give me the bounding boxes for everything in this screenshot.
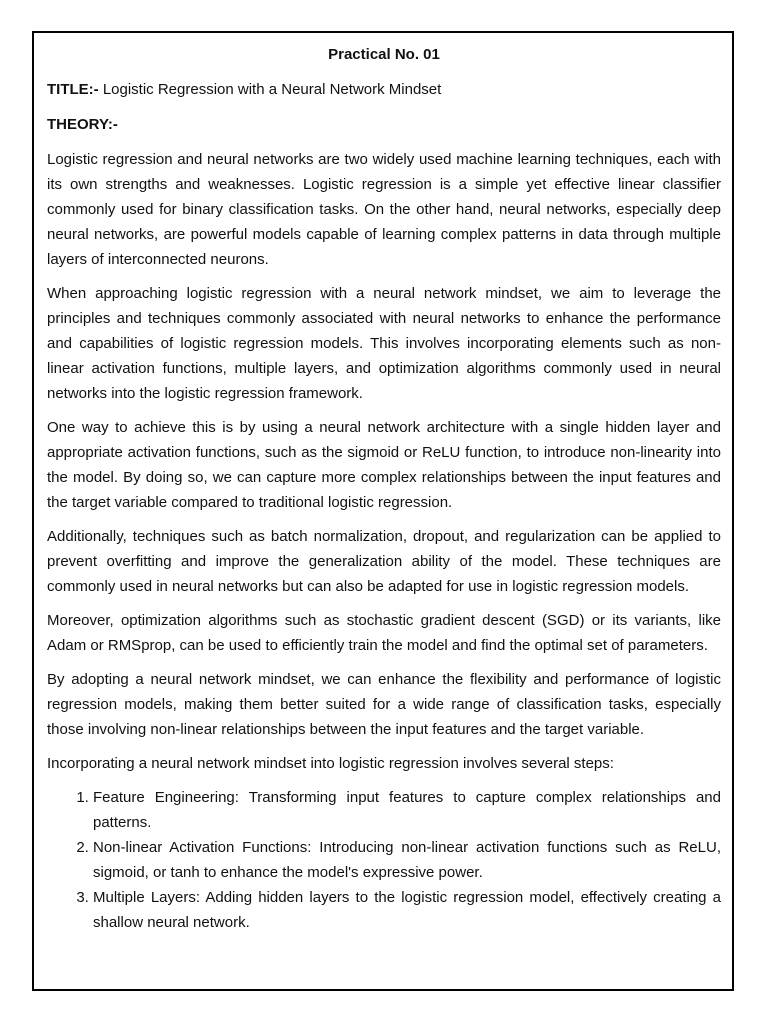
title-label: TITLE:- (47, 81, 99, 98)
theory-label: THEORY:- (47, 116, 118, 133)
list-item: 1. Feature Engineering: Transforming input features to capture complex relationships and patterns. (93, 785, 721, 835)
document-body (47, 42, 721, 935)
theory-heading (47, 112, 721, 137)
list-item: 3. Multiple Layers: Adding hidden layers to the logistic regression model, effectively creating a shallow neural network. (93, 885, 721, 935)
steps-list (47, 785, 721, 935)
paragraph: Additionally, techniques such as batch normalization, dropout, and regularization can be applied to prevent overfitting and improve the generalization ability of the model. These techniques are commonly used in neural networks but can also be adapted for use in logistic regression models. (47, 528, 721, 595)
title-text: Logistic Regression with a Neural Network Mindset (98, 81, 442, 98)
paragraph: By adopting a neural network mindset, we can enhance the flexibility and performance of logistic regression models, making them better suited for a wide range of classification tasks, especially those involving non-linear relationships between the input features and the target variable. (47, 671, 721, 738)
title-line (47, 77, 721, 102)
paragraph: Moreover, optimization algorithms such as stochastic gradient descent (SGD) or its variants, like Adam or RMSprop, can be used to efficiently train the model and find the optimal set of parameters. (47, 612, 721, 654)
paragraph: Logistic regression and neural networks are two widely used machine learning techniques, each with its own strengths and weaknesses. Logistic regression is a simple yet effective linear classifier commonly used for binary classification tasks. On the other hand, neural networks, especially deep neural networks, are powerful models capable of learning complex patterns in data through multiple layers of interconnected neurons. (47, 151, 721, 268)
paragraph: Incorporating a neural network mindset into logistic regression involves several steps: (47, 755, 614, 772)
list-item: 2. Non-linear Activation Functions: Introducing non-linear activation functions such as ReLU, sigmoid, or tanh to enhance the model's expressive power. (93, 835, 721, 885)
paragraph: When approaching logistic regression with a neural network mindset, we aim to leverage the principles and techniques commonly associated with neural networks to enhance the performance and capabilities of logistic regression models. This involves incorporating elements such as non-linear activation functions, multiple layers, and optimization algorithms commonly used in neural networks into the logistic regression framework. (47, 285, 721, 402)
document-heading: Practical No. 01 (328, 46, 440, 63)
paragraph: One way to achieve this is by using a neural network architecture with a single hidden layer and appropriate activation functions, such as the sigmoid or ReLU function, to introduce non-linearity into the model. By doing so, we can capture more complex relationships between the input features and the target variable compared to traditional logistic regression. (47, 419, 721, 511)
